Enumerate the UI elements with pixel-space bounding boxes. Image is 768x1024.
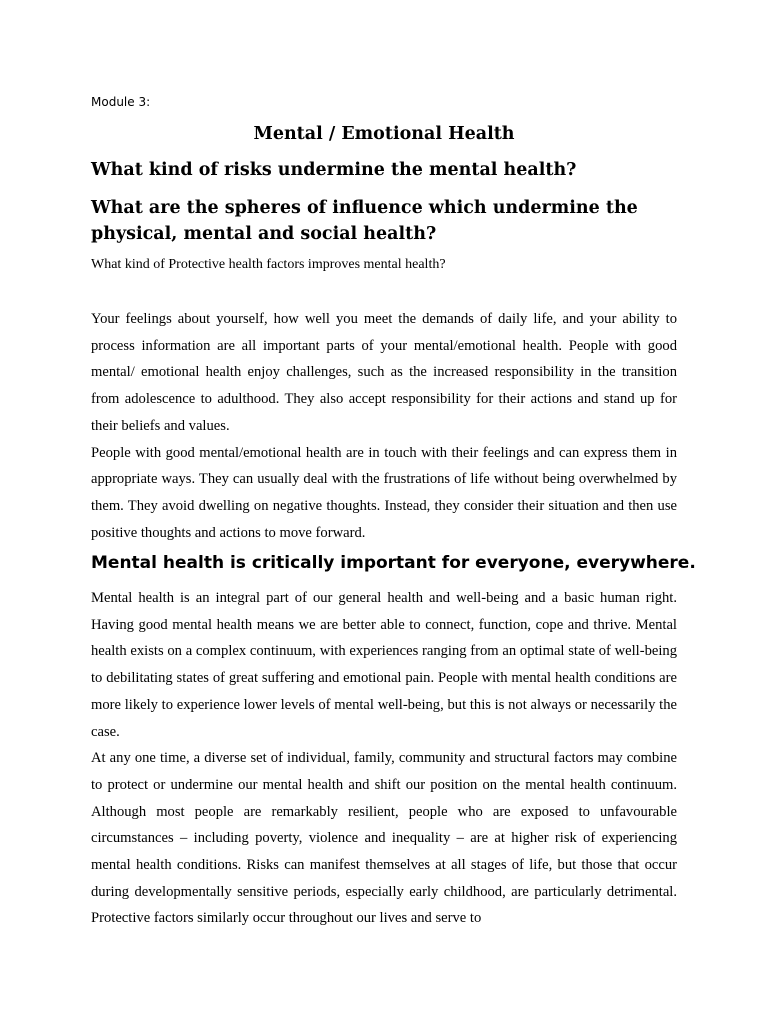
body-paragraph: At any one time, a diverse set of individual, family, community and structural factors may combine to protect or undermine our mental health and shift our position on the mental health continuum. Although most people are remarkably resilient, people who are exposed to unfavourable circumstances – including poverty, violence and inequality – are at higher risk of experiencing mental health conditions. Risks can manifest themselves at all stages of life, but those that occur during developmentally sensitive periods, especially early childhood, are particularly detrimental. Protective factors similarly occur throughout our lives and serve to: [91, 750, 677, 927]
intro-text-block: [91, 306, 677, 546]
question-spheres-of-influence: What are the spheres of influence which undermine the physical, mental and social health?: [91, 198, 638, 244]
body-paragraph: Your feelings about yourself, how well you meet the demands of daily life, and your ability to process information are all important parts of your mental/emotional health. People with good mental/ emotional health enjoy challenges, such as the increased responsibility in the transition from adolescence to adulthood. They also accept responsibility for their actions and stand up for their beliefs and values.: [91, 311, 677, 434]
section-text-block: [91, 585, 677, 932]
document-title: Mental / Emotional Health: [253, 124, 515, 144]
section-heading: Mental health is critically important for everyone, everywhere.: [91, 553, 696, 573]
body-paragraph: Mental health is an integral part of our general health and well-being and a basic human right. Having good mental health means we are better able to connect, function, cope and thrive. Mental health exists on a complex continuum, with experiences ranging from an optimal state of well-being to debilitating states of great suffering and emotional pain. People with mental health conditions are more likely to experience lower levels of mental well-being, but this is not always or necessarily the case.: [91, 590, 677, 740]
body-paragraph: People with good mental/emotional health are in touch with their feelings and can express them in appropriate ways. They can usually deal with the frustrations of life without being overwhelmed by them. They avoid dwelling on negative thoughts. Instead, they consider their situation and then use positive thoughts and actions to move forward.: [91, 444, 677, 541]
question-protective-factors: What kind of Protective health factors improves mental health?: [91, 257, 446, 272]
module-label: Module 3:: [91, 95, 151, 109]
question-risks: What kind of risks undermine the mental health?: [91, 160, 577, 180]
